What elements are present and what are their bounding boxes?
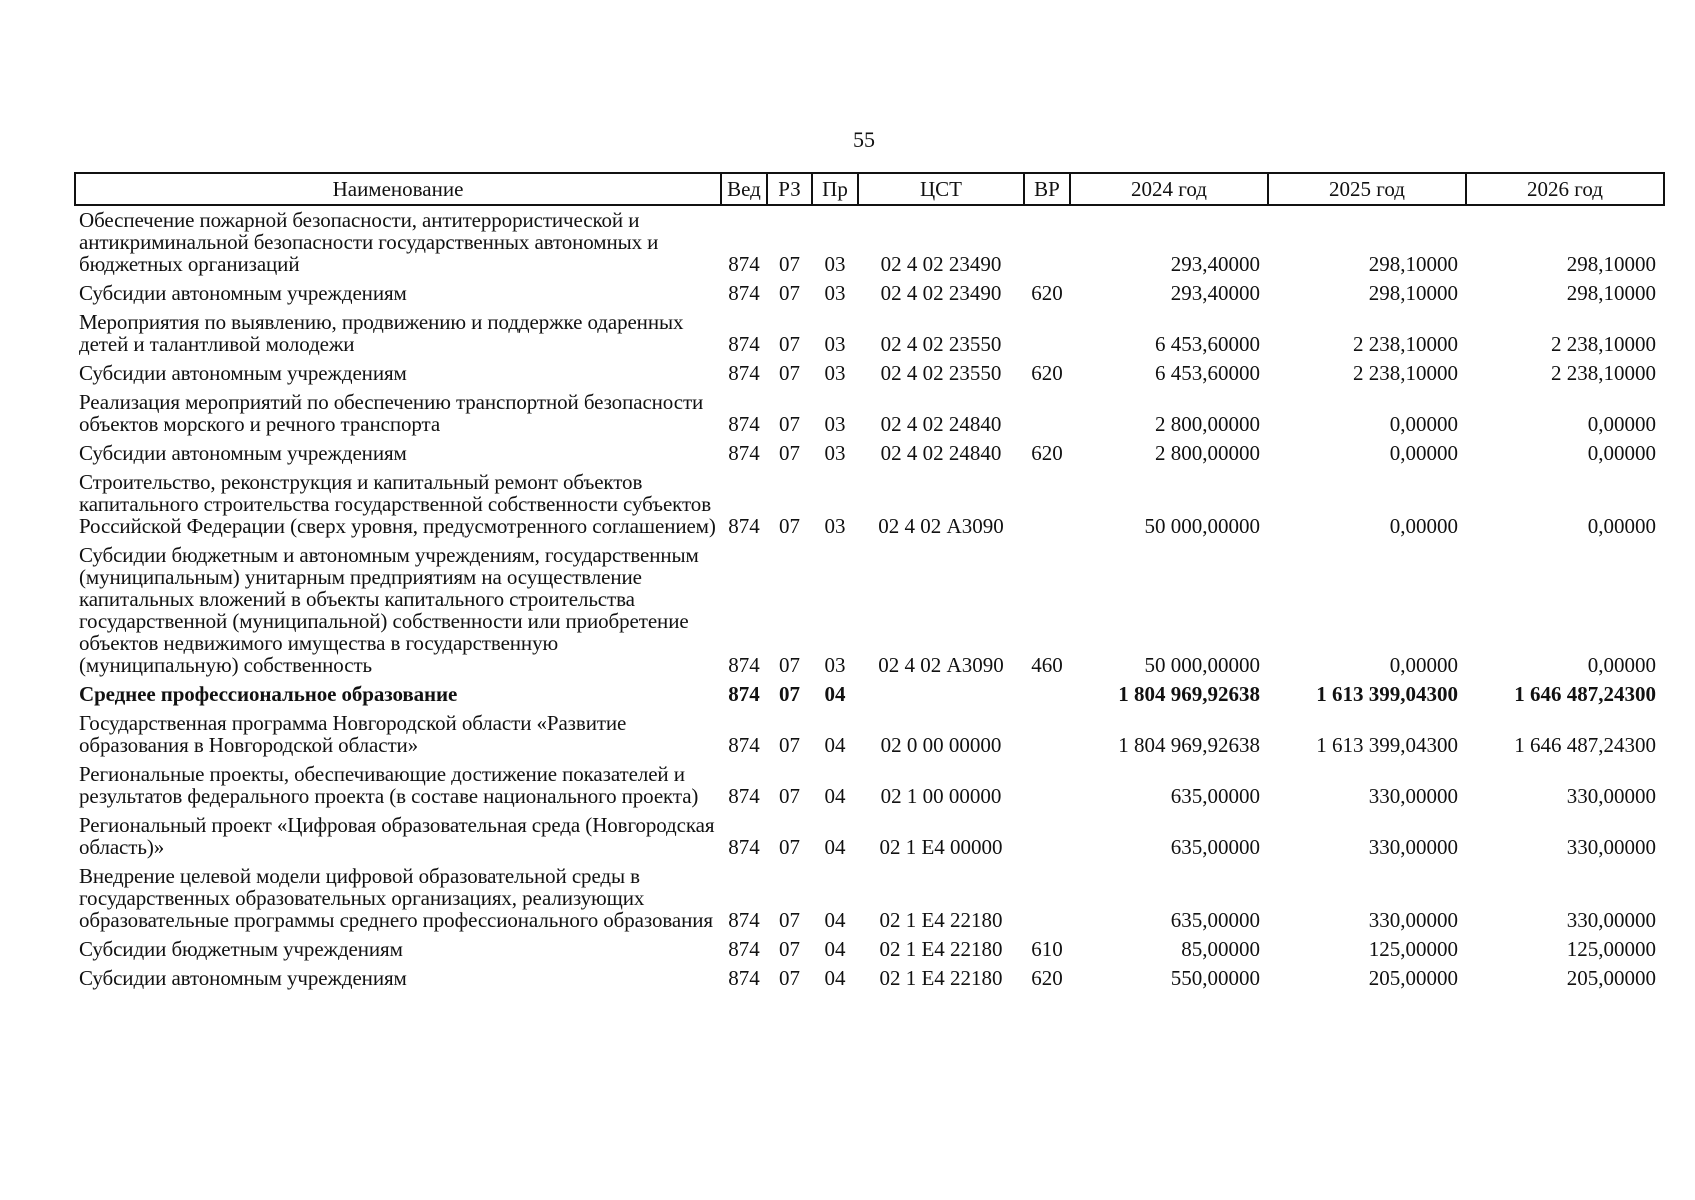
row-value-2024: 6 453,60000 [1155,332,1260,356]
row-vr [1024,709,1070,760]
row-pr: 03 [824,252,846,276]
row-vr [1024,680,1070,709]
row-vr: 620 [1031,966,1063,990]
header-ved: Вед [721,173,767,205]
row-cst: 02 1 Е4 22180 [879,966,1003,990]
row-cst [858,680,1024,709]
row-cst: 02 4 02 А3090 [878,514,1004,538]
row-value-2025: 205,00000 [1368,966,1458,990]
row-rz: 07 [779,514,800,538]
row-value-2026: 330,00000 [1566,784,1656,808]
row-cst: 02 4 02 24840 [880,412,1002,436]
header-name: Наименование [75,173,721,205]
header-row [75,173,1664,205]
row-pr: 03 [824,281,846,305]
table-row [75,811,1664,862]
row-name: Региональный проект «Цифровая образовательная среда (Новгородская область)» [79,813,715,859]
row-vr: 460 [1031,653,1063,677]
row-name: Субсидии автономным учреждениям [79,281,407,305]
row-name: Региональные проекты, обеспечивающие достижение показателей и результатов федерального проекта (в составе национального проекта) [79,762,699,808]
row-vr: 620 [1031,361,1063,385]
row-name: Субсидии бюджетным учреждениям [79,937,403,961]
row-cst: 02 4 02 23490 [880,281,1002,305]
row-pr: 04 [824,937,846,961]
row-pr: 03 [824,514,846,538]
row-value-2025: 0,00000 [1389,653,1458,677]
row-value-2026: 330,00000 [1566,835,1656,859]
row-value-2025: 125,00000 [1368,937,1458,961]
row-pr: 03 [824,361,846,385]
row-cst: 02 4 02 23550 [880,332,1002,356]
row-vr: 620 [1031,281,1063,305]
row-cst: 02 1 Е4 00000 [879,835,1003,859]
row-rz: 07 [779,441,800,465]
header-2025: 2025 год [1268,173,1466,205]
table-row [75,205,1664,279]
row-rz: 07 [779,332,800,356]
table-row [75,388,1664,439]
row-vr [1024,468,1070,541]
table-row [75,308,1664,359]
row-ved: 874 [728,966,760,990]
budget-table [74,172,1665,993]
row-rz: 07 [779,937,800,961]
row-value-2026: 2 238,10000 [1551,361,1656,385]
row-ved: 874 [728,281,760,305]
row-value-2024: 550,00000 [1170,966,1260,990]
row-ved: 874 [728,514,760,538]
row-rz: 07 [779,682,800,706]
row-value-2026: 1 646 487,24300 [1514,682,1656,706]
row-value-2026: 0,00000 [1587,514,1656,538]
table-row [75,680,1664,709]
row-value-2025: 2 238,10000 [1353,361,1458,385]
row-rz: 07 [779,784,800,808]
row-ved: 874 [728,441,760,465]
row-name: Мероприятия по выявлению, продвижению и поддержке одаренных детей и талантливой молодежи [79,310,684,356]
row-value-2026: 125,00000 [1566,937,1656,961]
row-name: Субсидии бюджетным и автономным учреждениям, государственным (муниципальным) унитарным предприятиям на осуществление капитальных вложений в объекты капитального строительства государственной (муниципальной) собственности или приобретение объектов недвижимого имущества в государственную (муниципальную) собственность [79,543,699,677]
row-value-2025: 2 238,10000 [1353,332,1458,356]
row-value-2024: 2 800,00000 [1155,412,1260,436]
row-pr: 04 [824,966,846,990]
row-rz: 07 [779,835,800,859]
row-value-2024: 1 804 969,92638 [1118,733,1260,757]
header-2024: 2024 год [1070,173,1268,205]
row-name: Обеспечение пожарной безопасности, антитеррористической и антикриминальной безопасности государственных автономных и бюджетных организаций [79,208,659,276]
row-rz: 07 [779,281,800,305]
row-rz: 07 [779,361,800,385]
row-rz: 07 [779,908,800,932]
row-value-2024: 293,40000 [1170,281,1260,305]
row-name: Среднее профессиональное образование [79,682,458,706]
row-rz: 07 [779,252,800,276]
row-cst: 02 1 Е4 22180 [879,908,1003,932]
row-value-2024: 1 804 969,92638 [1118,682,1260,706]
table-row [75,709,1664,760]
row-value-2025: 0,00000 [1389,412,1458,436]
row-pr: 03 [824,653,846,677]
table-row [75,862,1664,935]
row-value-2026: 1 646 487,24300 [1514,733,1656,757]
row-value-2024: 6 453,60000 [1155,361,1260,385]
row-ved: 874 [728,835,760,859]
row-rz: 07 [779,966,800,990]
header-cst: ЦСТ [858,173,1024,205]
row-pr: 04 [824,682,846,706]
row-vr [1024,811,1070,862]
table-body [75,205,1664,993]
table-row [75,279,1664,308]
row-cst: 02 1 Е4 22180 [879,937,1003,961]
row-value-2026: 0,00000 [1587,653,1656,677]
row-value-2026: 2 238,10000 [1551,332,1656,356]
row-ved: 874 [728,653,760,677]
row-value-2024: 635,00000 [1170,835,1260,859]
row-cst: 02 4 02 23490 [880,252,1002,276]
row-value-2025: 330,00000 [1368,835,1458,859]
row-cst: 02 0 00 00000 [880,733,1002,757]
row-ved: 874 [728,682,760,706]
row-vr: 620 [1031,441,1063,465]
row-name: Субсидии автономным учреждениям [79,441,407,465]
row-pr: 04 [824,733,846,757]
header-2026: 2026 год [1466,173,1664,205]
row-value-2026: 330,00000 [1566,908,1656,932]
row-name: Субсидии автономным учреждениям [79,966,407,990]
row-rz: 07 [779,653,800,677]
row-pr: 03 [824,441,846,465]
row-name: Субсидии автономным учреждениям [79,361,407,385]
row-value-2025: 298,10000 [1368,281,1458,305]
row-rz: 07 [779,733,800,757]
row-ved: 874 [728,332,760,356]
table-row [75,468,1664,541]
row-pr: 03 [824,332,846,356]
row-value-2024: 2 800,00000 [1155,441,1260,465]
row-vr [1024,388,1070,439]
row-vr: 610 [1031,937,1063,961]
row-value-2026: 298,10000 [1566,281,1656,305]
row-vr [1024,308,1070,359]
table-row [75,359,1664,388]
row-value-2024: 293,40000 [1170,252,1260,276]
row-value-2025: 330,00000 [1368,784,1458,808]
row-value-2025: 0,00000 [1389,514,1458,538]
row-value-2024: 50 000,00000 [1144,514,1260,538]
row-vr [1024,205,1070,279]
row-value-2026: 0,00000 [1587,441,1656,465]
row-ved: 874 [728,733,760,757]
row-rz: 07 [779,412,800,436]
row-name: Государственная программа Новгородской области «Развитие образования в Новгородской области» [79,711,627,757]
row-value-2025: 1 613 399,04300 [1316,733,1458,757]
row-vr [1024,760,1070,811]
row-pr: 04 [824,835,846,859]
header-vr: ВР [1024,173,1070,205]
row-ved: 874 [728,412,760,436]
row-ved: 874 [728,784,760,808]
row-ved: 874 [728,252,760,276]
page-number: 55 [853,127,875,152]
header-rz: РЗ [767,173,812,205]
row-value-2026: 205,00000 [1566,966,1656,990]
row-value-2024: 85,00000 [1181,937,1260,961]
table-row [75,964,1664,993]
row-value-2026: 298,10000 [1566,252,1656,276]
table-row [75,760,1664,811]
row-ved: 874 [728,908,760,932]
row-cst: 02 4 02 23550 [880,361,1002,385]
row-value-2025: 330,00000 [1368,908,1458,932]
row-pr: 03 [824,412,846,436]
row-ved: 874 [728,937,760,961]
table-row [75,541,1664,680]
row-cst: 02 1 00 00000 [880,784,1002,808]
row-value-2026: 0,00000 [1587,412,1656,436]
header-pr: Пр [812,173,858,205]
row-name: Строительство, реконструкция и капитальный ремонт объектов капитального строительства государственной собственности субъектов Российской Федерации (сверх уровня, предусмотренного соглашением) [79,470,716,538]
row-name: Внедрение целевой модели цифровой образовательной среды в государственных образовательных организациях, реализующих образовательные программы среднего профессионального образования [79,864,713,932]
row-value-2024: 50 000,00000 [1144,653,1260,677]
row-value-2024: 635,00000 [1170,908,1260,932]
table-row [75,439,1664,468]
row-name: Реализация мероприятий по обеспечению транспортной безопасности объектов морского и речного транспорта [79,390,704,436]
row-value-2025: 1 613 399,04300 [1316,682,1458,706]
row-vr [1024,862,1070,935]
row-value-2025: 0,00000 [1389,441,1458,465]
row-pr: 04 [824,908,846,932]
row-value-2025: 298,10000 [1368,252,1458,276]
row-value-2024: 635,00000 [1170,784,1260,808]
row-pr: 04 [824,784,846,808]
row-cst: 02 4 02 24840 [880,441,1002,465]
row-ved: 874 [728,361,760,385]
table-row [75,935,1664,964]
row-cst: 02 4 02 А3090 [878,653,1004,677]
